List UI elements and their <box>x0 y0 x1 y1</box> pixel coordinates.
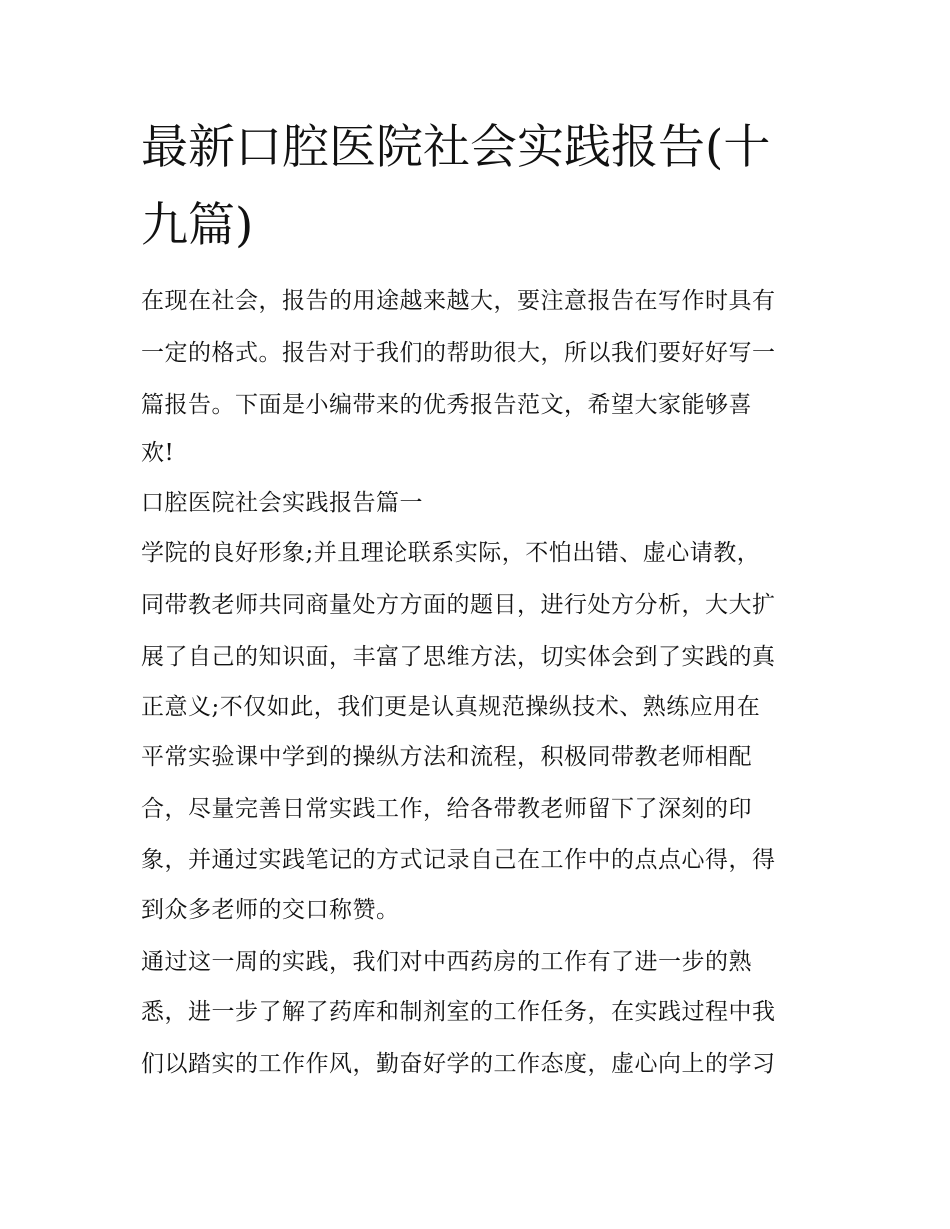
paragraph1-line-7: 象，并通过实践笔记的方式记录自己在工作中的点点心得，得 <box>141 847 776 873</box>
paragraph1-line-3: 展了自己的知识面，丰富了思维方法，切实体会到了实践的真 <box>141 644 776 670</box>
section-heading: 口腔医院社会实践报告篇一 <box>141 490 423 516</box>
paragraph1-line-4: 正意义;不仅如此，我们更是认真规范操纵技术、熟练应用在 <box>141 694 761 720</box>
document-title-line-1: 最新口腔医院社会实践报告(十 <box>141 120 771 175</box>
paragraph2-line-3: 们以踏实的工作作风，勤奋好学的工作态度，虚心向上的学习 <box>141 1051 776 1077</box>
paragraph2-line-1: 通过这一周的实践，我们对中西药房的工作有了进一步的熟 <box>141 949 752 975</box>
paragraph1-line-1: 学院的良好形象;并且理论联系实际，不怕出错、虚心请教， <box>141 540 761 566</box>
intro-line-1: 在现在社会，报告的用途越来越大，要注意报告在写作时具有 <box>141 288 776 314</box>
paragraph2-line-2: 悉，进一步了解了药库和制剂室的工作任务，在实践过程中我 <box>141 999 776 1025</box>
paragraph1-line-6: 合，尽量完善日常实践工作，给各带教老师留下了深刻的印 <box>141 796 752 822</box>
document-title-line-2: 九篇) <box>141 198 254 253</box>
intro-line-2: 一定的格式。报告对于我们的帮助很大，所以我们要好好写一 <box>141 340 776 366</box>
paragraph1-line-8: 到众多老师的交口称赞。 <box>141 897 400 923</box>
paragraph1-line-2: 同带教老师共同商量处方方面的题目，进行处方分析，大大扩 <box>141 592 776 618</box>
intro-line-4: 欢! <box>141 440 175 466</box>
paragraph1-line-5: 平常实验课中学到的操纵方法和流程，积极同带教老师相配 <box>141 744 752 770</box>
intro-line-3: 篇报告。下面是小编带来的优秀报告范文，希望大家能够喜 <box>141 392 752 418</box>
